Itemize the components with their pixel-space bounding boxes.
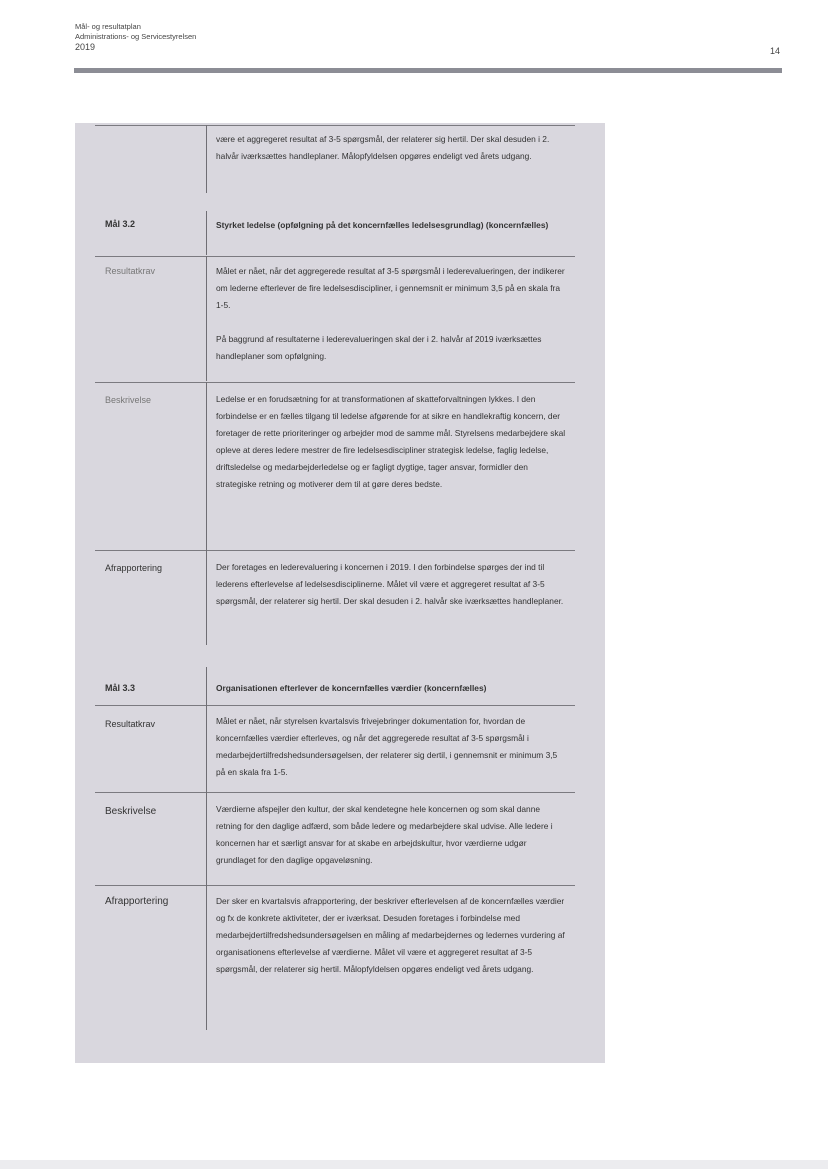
paragraph: På baggrund af resultaterne i lederevalueringen skal der i 2. halvår af 2019 iværksættes handleplaner som opfølgning.	[216, 334, 542, 361]
header-year: 2019	[75, 42, 96, 52]
goal-title-3-2: Styrket ledelse (opfølgning på det koncernfælles ledelsesgrundlag) (koncernfælles)	[216, 220, 549, 230]
goal-table	[75, 123, 605, 1063]
header-rule	[74, 68, 782, 73]
afrapportering-text	[216, 559, 566, 627]
header-plan-title: Mål- og resultatplan	[75, 22, 141, 31]
column-divider	[206, 550, 207, 645]
row-label-afrapportering: Afrapportering	[105, 563, 163, 573]
scan-edge	[0, 1160, 828, 1169]
row-label-resultatkrav: Resultatkrav	[105, 719, 156, 729]
column-divider	[206, 211, 207, 255]
beskrivelse-text	[216, 391, 566, 510]
resultatkrav-text	[216, 263, 566, 382]
row-divider	[95, 550, 575, 551]
beskrivelse-text	[216, 801, 566, 886]
row-label-beskrivelse: Beskrivelse	[105, 395, 152, 405]
column-divider	[206, 885, 207, 1030]
header-agency: Administrations- og Servicestyrelsen	[75, 32, 197, 41]
row-label-beskrivelse: Beskrivelse	[105, 806, 157, 817]
row-label-resultatkrav: Resultatkrav	[105, 266, 156, 276]
paragraph: Værdierne afspejler den kultur, der skal kendetegne hele koncernen og som skal danne retning for den daglige adfærd, som både ledere og medarbejdere skal udvise. Alle ledere i koncernen har et særligt ansvar for at skabe en arbejdskultur, hvor værdierne udgør grundlaget for den daglige opgaveløsning.	[216, 804, 553, 865]
continuation-text	[216, 131, 566, 182]
column-divider	[206, 382, 207, 550]
page-number: 14	[770, 46, 781, 56]
row-divider	[95, 382, 575, 383]
column-divider	[206, 792, 207, 885]
paragraph: Målet er nået, når styrelsen kvartalsvis frivejebringer dokumentation for, hvordan de koncernfælles værdier efterleves, og når det aggregerede resultat af 3-5 spørgsmål i medarbejdertilfredshedsundersøgelsen, der relaterer sig dertil, i gennemsnit er minimum 3,5 på en skala fra 1-5.	[216, 716, 558, 777]
paragraph: Målet er nået, når det aggregerede resultat af 3-5 spørgsmål i lederevalueringen, der indikerer om lederne efterlever de fire ledelsesdiscipliner, i gennemsnit er minimum 3,5 på en skala fra 1-5.	[216, 266, 565, 310]
goal-title-3-3: Organisationen efterlever de koncernfælles værdier (koncernfælles)	[216, 683, 487, 693]
goal-label-3-2: Mål 3.2	[105, 219, 136, 229]
paragraph: Der sker en kvartalsvis afrapportering, der beskriver efterlevelsen af de koncernfælles værdier og fx de konkrete aktiviteter, der er iværksat. Desuden foretages i forbindelse med medarbejdertilfredshedsundersøgelsen en måling af medarbejdernes og ledernes vurdering af organisationens efterlevelse af værdierne. Målet vil være et aggregeret resultat af 3-5 spørgsmål, der relaterer sig hertil. Målopfyldelsen opgøres endeligt ved årets udgang.	[216, 896, 565, 974]
header-block	[75, 22, 196, 52]
paragraph: Der foretages en lederevaluering i koncernen i 2019. I den forbindelse spørges der ind til lederens efterlevelse af ledelsesdisciplinerne. Målet vil være et aggregeret resultat af 3-5 spørgsmål, der relaterer sig hertil. Der skal desuden i 2. halvår ske iværksættes handleplaner.	[216, 562, 564, 606]
paragraph: være et aggregeret resultat af 3-5 spørgsmål, der relaterer sig hertil. Der skal desuden i 2. halvår iværksættes handleplaner. Målopfyldelsen opgøres endeligt ved årets udgang.	[216, 134, 550, 161]
goal-label-3-3: Mål 3.3	[105, 683, 136, 693]
column-divider	[206, 705, 207, 792]
row-divider	[95, 885, 575, 886]
resultatkrav-text	[216, 713, 566, 798]
column-divider	[206, 667, 207, 705]
column-divider	[206, 125, 207, 193]
column-divider	[206, 256, 207, 381]
paragraph: Ledelse er en forudsætning for at transformationen af skatteforvaltningen lykkes. I den forbindelse er en fælles tilgang til ledelse afgørende for at sikre en handlekraftig koncern, der foretager de rette prioriteringer og arbejder mod de samme mål. Styrelsens medarbejdere skal opleve at deres ledere mestrer de fire ledelsesdiscipliner strategisk ledelse, faglig ledelse, driftsledelse og medarbejderledelse og er fagligt dygtige, tager ansvar, formidler den strategiske retning og motiverer dem til at gøre deres bedste.	[216, 394, 566, 489]
row-divider	[95, 256, 575, 257]
row-divider	[95, 125, 575, 126]
row-label-afrapportering: Afrapportering	[105, 896, 169, 907]
afrapportering-text	[216, 893, 566, 995]
row-divider	[95, 705, 575, 706]
row-divider	[95, 792, 575, 793]
